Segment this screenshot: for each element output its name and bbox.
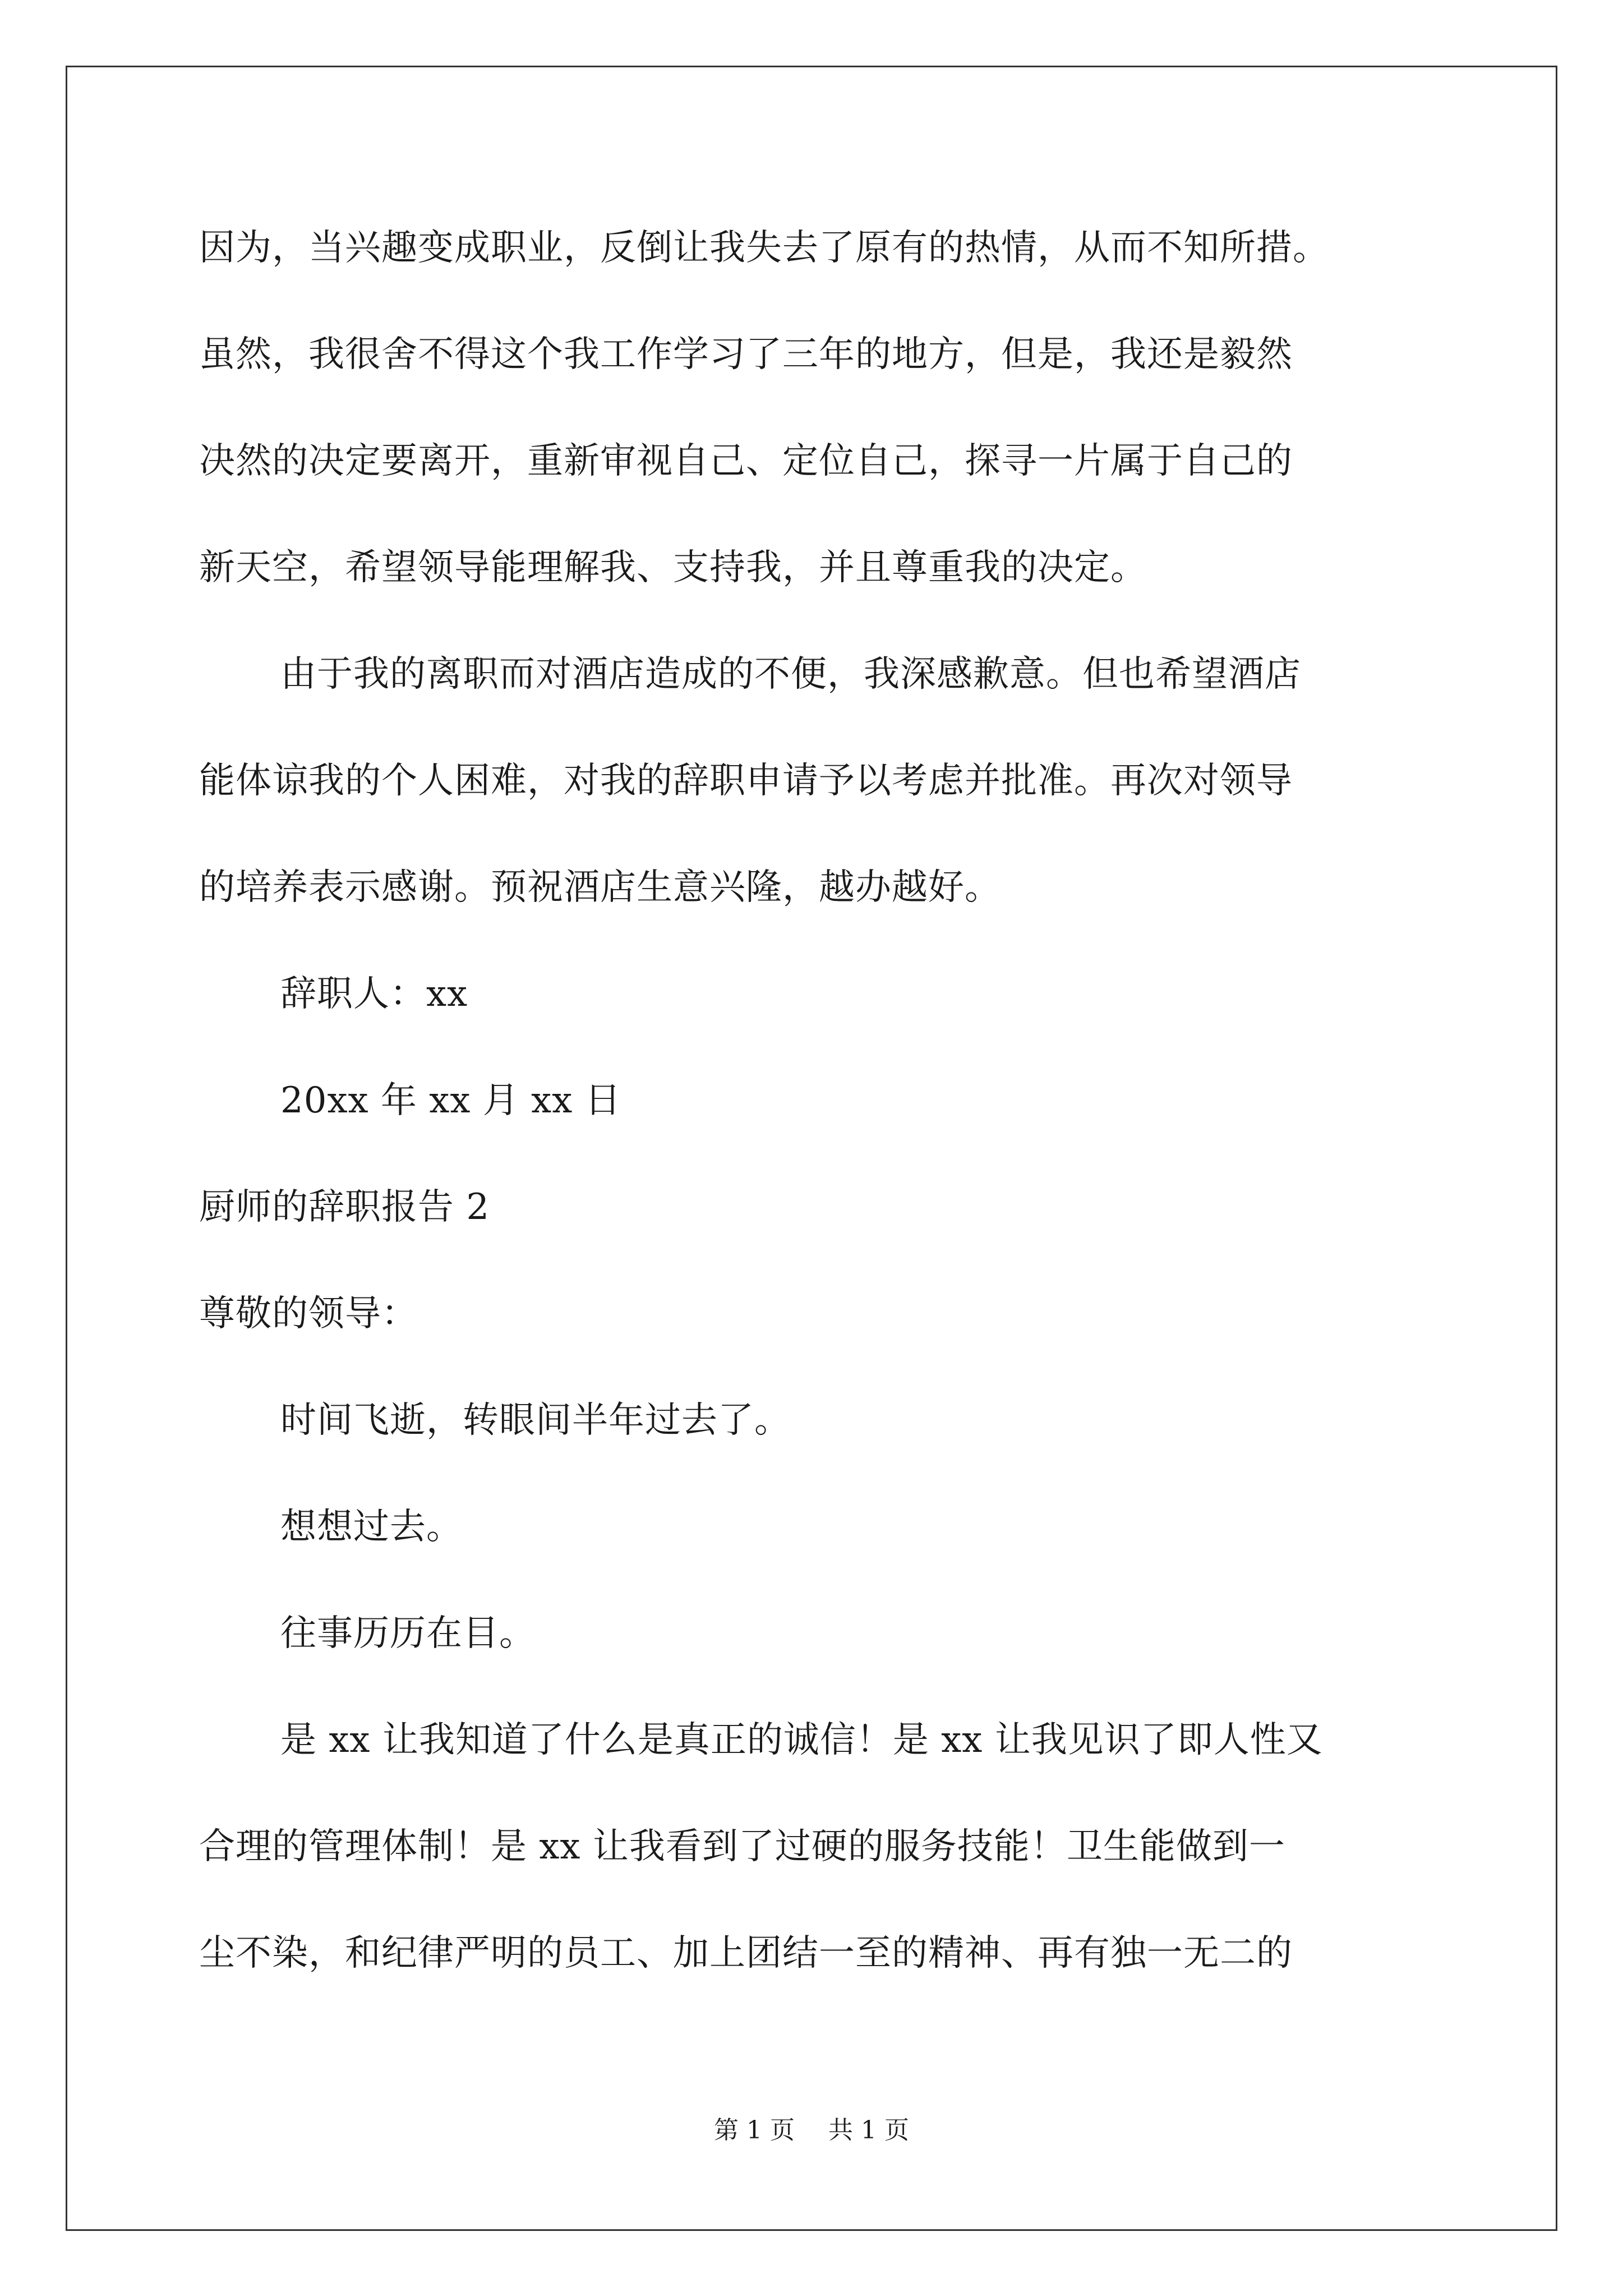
paragraph-line: 能体谅我的个人困难，对我的辞职申请予以考虑并批准。再次对领导: [199, 760, 1293, 802]
paragraph-line: 因为，当兴趣变成职业，反倒让我失去了原有的热情，从而不知所措。: [199, 227, 1329, 269]
paragraph-line: 尘不染，和纪律严明的员工、加上团结一至的精神、再有独一无二的: [199, 1932, 1293, 1974]
section-title: 厨师的辞职报告 2: [199, 1186, 490, 1228]
date-line: 20xx 年 xx 月 xx 日: [280, 1080, 621, 1121]
paragraph-line: 时间飞逝，转眼间半年过去了。: [280, 1400, 791, 1441]
paragraph-line: 虽然，我很舍不得这个我工作学习了三年的地方，但是，我还是毅然: [199, 334, 1293, 375]
page-total: 共 1 页: [828, 2116, 909, 2145]
paragraph-line: 决然的决定要离开，重新审视自己、定位自己，探寻一片属于自己的: [199, 440, 1293, 482]
paragraph-line: 的培养表示感谢。预祝酒店生意兴隆，越办越好。: [199, 867, 1001, 908]
paragraph-line: 合理的管理体制！是 xx 让我看到了过硬的服务技能！卫生能做到一: [199, 1826, 1285, 1867]
page-footer: [0, 2115, 1623, 2146]
paragraph-line: 想想过去。: [280, 1506, 463, 1548]
page-number: 第 1 页: [714, 2116, 795, 2145]
paragraph-line: 是 xx 让我知道了什么是真正的诚信！是 xx 让我见识了即人性又: [280, 1719, 1323, 1761]
salutation: 尊敬的领导：: [199, 1293, 418, 1335]
signature-line: 辞职人：xx: [280, 973, 468, 1015]
paragraph-line: 由于我的离职而对酒店造成的不便，我深感歉意。但也希望酒店: [280, 654, 1301, 695]
page-border: [66, 66, 1557, 2231]
paragraph-line: 往事历历在目。: [280, 1613, 536, 1654]
paragraph-line: 新天空，希望领导能理解我、支持我，并且尊重我的决定。: [199, 547, 1147, 588]
